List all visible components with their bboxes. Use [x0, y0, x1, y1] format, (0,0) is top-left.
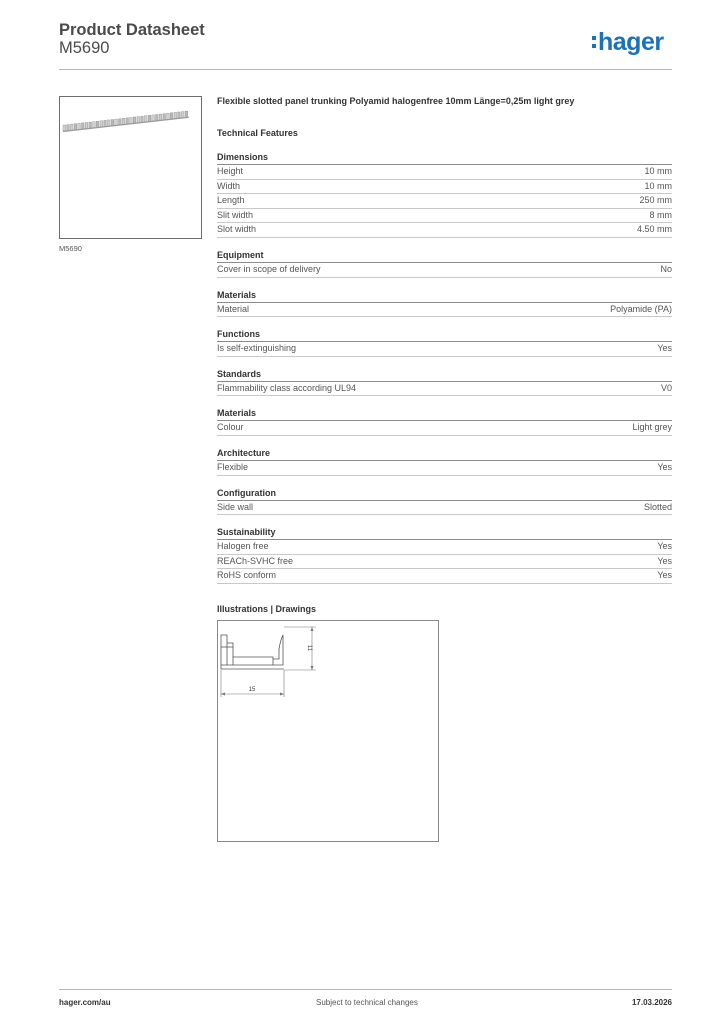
trunking-tooth [144, 116, 147, 122]
section-title: Functions [217, 328, 672, 342]
logo-dots-icon [592, 33, 596, 50]
section-title: Dimensions [217, 151, 672, 165]
profile-drawing [217, 620, 439, 842]
profile-right-wall [273, 635, 283, 665]
main-content [217, 96, 672, 842]
feature-value: 4.50 mm [636, 224, 672, 235]
trunking-tooth [130, 117, 133, 123]
trunking-tooth [107, 120, 110, 126]
feature-section [217, 526, 672, 584]
trunking-tooth [178, 112, 181, 118]
section-title: Standards [217, 368, 672, 382]
feature-section [217, 249, 672, 278]
trunking-tooth [67, 125, 70, 131]
feature-label: Flammability class according UL94 [217, 382, 357, 393]
feature-section [217, 368, 672, 397]
feature-row [217, 421, 672, 436]
trunking-tooth [137, 117, 140, 123]
feature-label: Width [217, 180, 241, 191]
feature-value: Yes [657, 541, 672, 552]
trunking-tooth [159, 114, 162, 120]
technical-features-heading: Technical Features [217, 128, 298, 138]
trunking-tooth [100, 121, 103, 127]
trunking-tooth [156, 115, 159, 121]
feature-value: V0 [660, 382, 672, 393]
header-divider [59, 69, 672, 70]
feature-label: Slit width [217, 209, 254, 220]
feature-value: Yes [657, 461, 672, 472]
feature-label: Flexible [217, 461, 249, 472]
section-title: Configuration [217, 487, 672, 501]
profile-base [233, 657, 273, 665]
feature-section [217, 289, 672, 318]
dim-width-label: 15 [248, 686, 256, 693]
drawings-heading: Illustrations | Drawings [217, 603, 317, 614]
feature-section [217, 407, 672, 436]
feature-value: 8 mm [649, 209, 672, 220]
logo-text: hager [598, 28, 664, 56]
trunking-tooth [111, 120, 114, 126]
trunking-tooth [126, 118, 129, 124]
feature-row [217, 342, 672, 357]
feature-label: Side wall [217, 501, 254, 512]
feature-label: RoHS conform [217, 570, 277, 581]
trunking-tooth [115, 119, 118, 125]
feature-sections [217, 151, 672, 584]
feature-label: REACh-SVHC free [217, 555, 294, 566]
trunking-tooth [78, 123, 81, 129]
trunking-tooth [185, 111, 188, 117]
feature-row [217, 501, 672, 516]
feature-value: 250 mm [639, 195, 672, 206]
feature-value: Yes [657, 555, 672, 566]
dim-arrow-right [280, 692, 284, 695]
footer-divider [59, 989, 672, 990]
feature-section [217, 447, 672, 476]
feature-row [217, 382, 672, 397]
trunking-tooth [85, 122, 88, 128]
section-title: Architecture [217, 447, 672, 461]
feature-value: No [660, 263, 672, 274]
feature-row [217, 540, 672, 555]
feature-value: Yes [657, 570, 672, 581]
feature-label: Height [217, 166, 244, 176]
footer-date: 17.03.2026 [631, 998, 672, 1007]
feature-section [217, 151, 672, 238]
trunking-tooth [63, 125, 66, 131]
trunking-tooth [167, 113, 170, 119]
feature-row [217, 263, 672, 278]
footer-website[interactable]: hager.com/au [59, 998, 111, 1007]
feature-row [217, 569, 672, 584]
feature-row [217, 461, 672, 476]
feature-row [217, 303, 672, 318]
feature-label: Colour [217, 422, 244, 433]
hager-logo [592, 28, 664, 57]
trunking-tooth [163, 114, 166, 120]
feature-value: Polyamide (PA) [610, 303, 672, 314]
feature-label: Length [217, 195, 245, 206]
feature-row [217, 223, 672, 238]
trunking-tooth [170, 113, 173, 119]
trunking-tooth [174, 112, 177, 118]
feature-value: Light grey [632, 422, 672, 433]
section-title: Sustainability [217, 526, 672, 540]
feature-section [217, 487, 672, 516]
page-title: Product Datasheet [59, 21, 205, 39]
section-title: Equipment [217, 249, 672, 263]
feature-value: 10 mm [644, 180, 672, 191]
profile-left-inner [227, 643, 233, 665]
dim-arrow-bottom [311, 666, 314, 670]
feature-section [217, 328, 672, 357]
feature-label: Slot width [217, 224, 257, 235]
trunking-tooth [141, 116, 144, 122]
feature-row [217, 165, 672, 180]
product-code: M5690 [59, 39, 110, 57]
trunking-tooth [96, 121, 99, 127]
section-title: Materials [217, 289, 672, 303]
feature-label: Halogen free [217, 541, 269, 552]
footer-notice: Subject to technical changes [316, 998, 418, 1007]
trunking-tooth [122, 118, 125, 124]
profile-left-wall [221, 635, 227, 665]
trunking-tooth [89, 122, 92, 128]
feature-value: Slotted [643, 501, 672, 512]
product-description: Flexible slotted panel trunking Polyamid halogenfree 10mm Länge=0,25m light grey [217, 96, 575, 106]
trunking-photo-icon [60, 97, 203, 240]
feature-value: 10 mm [644, 166, 672, 176]
feature-row [217, 555, 672, 570]
feature-label: Material [217, 303, 250, 314]
trunking-tooth [181, 112, 184, 118]
dim-height-label: 11 [306, 644, 312, 652]
product-image-caption: M5690 [59, 244, 82, 253]
trunking-tooth [133, 117, 136, 123]
trunking-tooth [82, 123, 85, 129]
product-image [59, 96, 202, 239]
profile-bottom [221, 665, 284, 669]
trunking-tooth [152, 115, 155, 121]
trunking-tooth [148, 115, 151, 121]
feature-row [217, 209, 672, 224]
feature-row [217, 194, 672, 209]
feature-label: Is self-extinguishing [217, 343, 297, 354]
profile-drawing-svg [218, 621, 440, 843]
trunking-tooth [119, 119, 122, 125]
feature-row [217, 180, 672, 195]
trunking-tooth [70, 124, 73, 130]
dim-arrow-left [221, 692, 225, 695]
feature-value: Yes [657, 343, 672, 354]
section-title: Materials [217, 407, 672, 421]
trunking-tooth [104, 120, 107, 126]
feature-label: Cover in scope of delivery [217, 263, 321, 274]
dim-arrow-top [311, 627, 314, 631]
trunking-tooth [74, 124, 77, 130]
trunking-tooth [93, 122, 96, 128]
